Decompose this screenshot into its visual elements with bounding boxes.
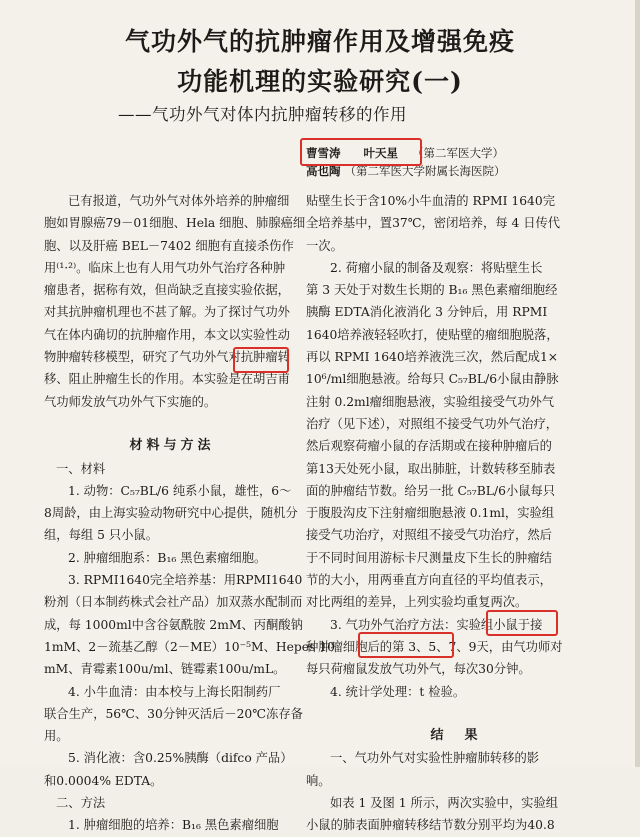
left-column-line: 移、阻止肿瘤生长的作用。本实验是在胡吉甫 <box>44 372 290 387</box>
right-column-line: 注射 0.2ml瘤细胞悬液，实验组接受气功外气 <box>306 394 555 409</box>
title-line-2: 功能机理的实验研究(一) <box>177 67 463 96</box>
right-column-line: 对比两组的差异，上列实验均重复两次。 <box>306 595 528 610</box>
right-column-line: 每只荷瘤鼠发放气功外气，每次30分钟。 <box>306 662 531 677</box>
left-column-line: mM、青霉素100u/ml、链霉素100u/mL。 <box>44 662 286 677</box>
title-line-1: 气功外气的抗肿瘤作用及增强免疫 <box>124 27 515 56</box>
right-column-line: 全培养基中，置37℃，密闭培养，每 4 日传代 <box>306 216 561 231</box>
right-column-line <box>306 703 606 725</box>
left-column-line: 胞、以及肝癌 BEL－7402 细胞有直接杀伤作 <box>44 238 294 253</box>
right-column-line: 然后观察荷瘤小鼠的存活期或在接种肿瘤后的 <box>306 439 552 454</box>
left-column-line: 和0.0004% EDTA。 <box>44 773 163 788</box>
left-column-line: 5. 消化液：含0.25%胰酶（difco 产品） <box>68 751 293 766</box>
right-column-line: 10⁶/ml细胞悬液。给每只 C₅₇BL/6小鼠由静脉 <box>306 372 559 387</box>
page-edge <box>635 0 640 767</box>
left-column-line: 气功师发放气功外气下实施的。 <box>44 394 217 409</box>
left-column-line: 对其抗肿瘤机理也不甚了解。为了探讨气功外 <box>44 305 290 320</box>
left-column-line: 物肿瘤转移模型，研究了气功外气对抗肿瘤转 <box>44 350 290 365</box>
right-column-line: 面的肿瘤结节数。给另一批 C₅₇BL/6小鼠每只 <box>306 483 556 498</box>
right-column <box>306 190 606 837</box>
left-column-line: 胞如胃腺癌79－01细胞、Hela 细胞、肺腺癌细 <box>44 216 306 231</box>
right-column-line: 3. 气功外气治疗方法：实验组小鼠于接 <box>330 617 543 632</box>
left-column-line: 1. 肿瘤细胞的培养：B₁₆ 黑色素瘤细胞 <box>68 818 279 833</box>
left-column-line: 一、材料 <box>56 461 106 476</box>
right-column-line: 4. 统计学处理：t 检验。 <box>330 684 466 699</box>
highlight-box-emit-qi <box>358 632 454 658</box>
left-column-line: 2. 肿瘤细胞系：B₁₆ 黑色素瘤细胞。 <box>68 550 267 565</box>
left-column-line: 用。 <box>44 729 69 744</box>
right-column-line: 结 果 <box>430 728 482 744</box>
author-name: 高也陶 <box>306 164 341 178</box>
right-column-line: 小鼠的肺表面肿瘤转移结节数分别平均为40.8 <box>306 818 555 833</box>
right-column-line: 一、气功外气对实验性肿瘤肺转移的影 <box>330 751 540 766</box>
right-column-line: 节的大小，用两垂直方向直径的平均值表示， <box>306 573 552 588</box>
left-column-line: 8周龄，由上海实验动物研究中心提供，随机分 <box>44 506 298 521</box>
right-column-line: 胰酶 EDTA消化液消化 3 分钟后，用 RPMI <box>306 305 548 320</box>
left-column-line <box>44 413 300 435</box>
right-column-line: 接受气功治疗，对照组不接受气功治疗，然后 <box>306 528 552 543</box>
left-column-line: 成，每 1000ml中含谷氨酰胺 2mM、丙酮酸钠 <box>44 617 303 632</box>
left-column-line: 联合生产，56℃、30分钟灭活后－20℃冻存备 <box>44 706 303 721</box>
right-column-line: 贴壁生长于含10%小牛血清的 RPMI 1640完 <box>306 194 555 208</box>
highlight-box-qigong-master <box>486 610 558 636</box>
right-column-line: 如表 1 及图 1 所示，两次实验中，实验组 <box>330 796 559 811</box>
left-column-line: 1. 动物：C₅₇BL/6 纯系小鼠，雄性，6～ <box>68 483 292 498</box>
author-names: 曹雪涛 叶天星 <box>306 146 398 160</box>
left-column-line: 组，每组 5 只小鼠。 <box>44 528 159 543</box>
left-column-line: 4. 小牛血清：由本校与上海长阳制药厂 <box>68 684 281 699</box>
right-column-line: 响。 <box>306 773 331 788</box>
left-column-line: 气在体内确切的抗肿瘤作用，本文以实验性动 <box>44 327 290 342</box>
left-column-line: 3. RPMI1640完全培养基：用RPMI1640 <box>68 573 303 588</box>
right-column-line: 1640培养液轻轻吹打，使贴壁的瘤细胞脱落， <box>306 327 559 342</box>
left-column-line: 瘤患者，据称有效，但尚缺乏直接实验依据， <box>44 283 290 298</box>
subtitle: ——气功外气对体内抗肿瘤转移的作用 <box>118 105 407 124</box>
highlight-box-authors <box>300 138 422 166</box>
left-column-line: 材料与方法 <box>129 438 215 454</box>
author-affiliation: （第二军医大学） <box>412 146 504 160</box>
right-column-line: 再以 RPMI 1640培养液洗三次，然后配成1× <box>306 350 559 365</box>
highlight-box-master-name <box>233 347 289 373</box>
left-column-line: 用⁽¹·²⁾。临床上也有人用气功外气治疗各种肿 <box>44 260 286 275</box>
left-column-line: 粉剂（日本制药株式会社产品）加双蒸水配制而 <box>44 595 303 610</box>
right-column-line: 第 3 天处于对数生长期的 B₁₆ 黑色素瘤细胞经 <box>306 283 558 298</box>
right-column-line: 治疗（见下述），对照组不接受气功外气治疗， <box>306 416 559 431</box>
left-column-line: 二、方法 <box>56 796 106 811</box>
right-column-line: 第13天处死小鼠，取出肺脏，计数转移至肺表 <box>306 461 556 476</box>
left-column-line: 1mM、2－巯基乙醇（2－ME）10⁻⁵M、Hepes 10 <box>44 639 335 654</box>
right-column-line: 2. 荷瘤小鼠的制备及观察：将贴壁生长 <box>330 260 543 275</box>
right-column-line: 于腹股沟皮下注射瘤细胞悬液 0.1ml，实验组 <box>306 506 555 521</box>
author-affiliation-2: （第二军医大学附属长海医院） <box>344 164 506 178</box>
right-column-line: 种肿瘤细胞后的第 3、5、7、9天，由气功师对 <box>306 639 563 654</box>
right-column-line: 于不同时间用游标卡尺测量皮下生长的肿瘤结 <box>306 550 552 565</box>
right-column-line: 一次。 <box>306 238 343 253</box>
left-column-line: 已有报道，气功外气对体外培养的肿瘤细 <box>68 194 290 208</box>
